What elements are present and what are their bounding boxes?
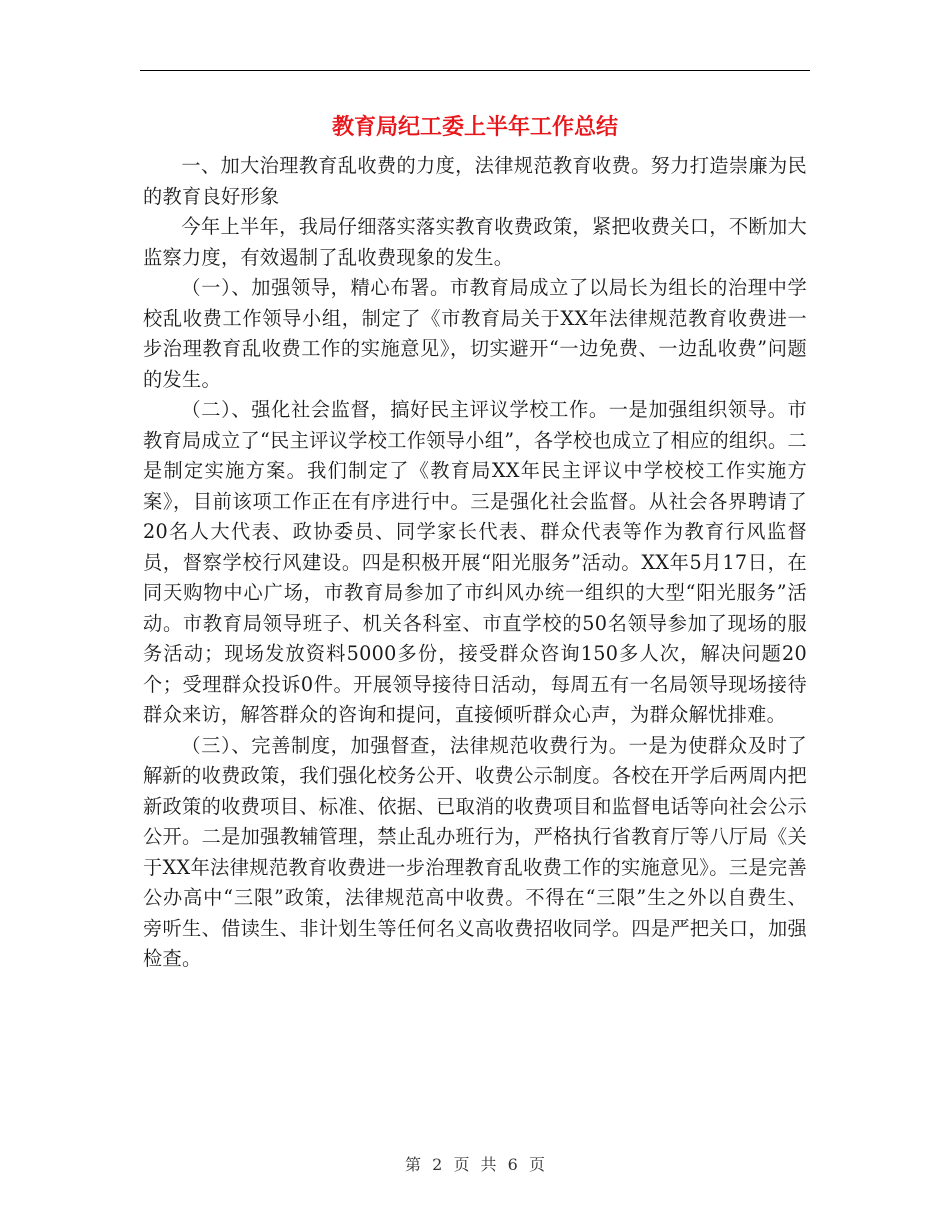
- total-prefix: 共: [480, 1155, 497, 1174]
- paragraph-leadership: （一）、加强领导，精心布署。市教育局成立了以局长为组长的治理中学校乱收费工作领导小组，制定了《市教育局关于XX年法律规范教育收费进一步治理教育乱收费工作的实施意见》，切实避开“一边免费、一边乱收费”问题的发生。: [143, 276, 807, 391]
- total-pages-number: 6: [507, 1155, 518, 1174]
- header-rule: [140, 70, 810, 71]
- page-prefix: 第: [405, 1155, 422, 1174]
- current-page-number: 2: [432, 1155, 443, 1174]
- page-footer: [0, 1153, 950, 1177]
- paragraph-system-improvement: （三）、完善制度，加强督查，法律规范收费行为。一是为使群众及时了解新的收费政策，我们强化校务公开、收费公示制度。各校在开学后两周内把新政策的收费项目、标准、依据、已取消的收费项目和监督电话等向社会公示公开。二是加强教辅管理，禁止乱办班行为，严格执行省教育厅等八厅局《关于XX年法律规范教育收费进一步治理教育乱收费工作的实施意见》。三是完善公办高中“三限”政策，法律规范高中收费。不得在“三限”生之外以自费生、旁听生、借读生、非计划生等任何名义高收费招收同学。四是严把关口，加强检查。: [143, 733, 807, 970]
- intro-paragraph: 今年上半年，我局仔细落实落实教育收费政策，紧把收费关口，不断加大监察力度，有效遏制了乱收费现象的发生。: [143, 215, 807, 269]
- page-label: 页: [453, 1155, 470, 1174]
- paragraph-social-supervision: （二）、强化社会监督，搞好民主评议学校工作。一是加强组织领导。市教育局成立了“民主评议学校工作领导小组”，各学校也成立了相应的组织。二是制定实施方案。我们制定了《教育局XX年民主评议中学校校工作实施方案》，目前该项工作正在有序进行中。三是强化社会监督。从社会各界聘请了20名人大代表、政协委员、同学家长代表、群众代表等作为教育行风监督员，督察学校行风建设。四是积极开展“阳光服务”活动。XX年5月17日，在同天购物中心广场，市教育局参加了市纠风办统一组织的大型“阳光服务”活动。市教育局领导班子、机关各科室、市直学校的50名领导参加了现场的服务活动；现场发放资料5000多份，接受群众咨询150多人次，解决问题20个；受理群众投诉0件。开展领导接待日活动，每周五有一名局领导现场接待群众来访，解答群众的咨询和提问，直接倾听群众心声，为群众解忧排难。: [143, 398, 807, 726]
- document-body: [143, 151, 807, 975]
- total-label: 页: [528, 1155, 545, 1174]
- document-title: 教育局纪工委上半年工作总结: [331, 114, 618, 140]
- section-heading-1: 一、加大治理教育乱收费的力度，法律规范教育收费。努力打造崇廉为民的教育良好形象: [143, 154, 807, 208]
